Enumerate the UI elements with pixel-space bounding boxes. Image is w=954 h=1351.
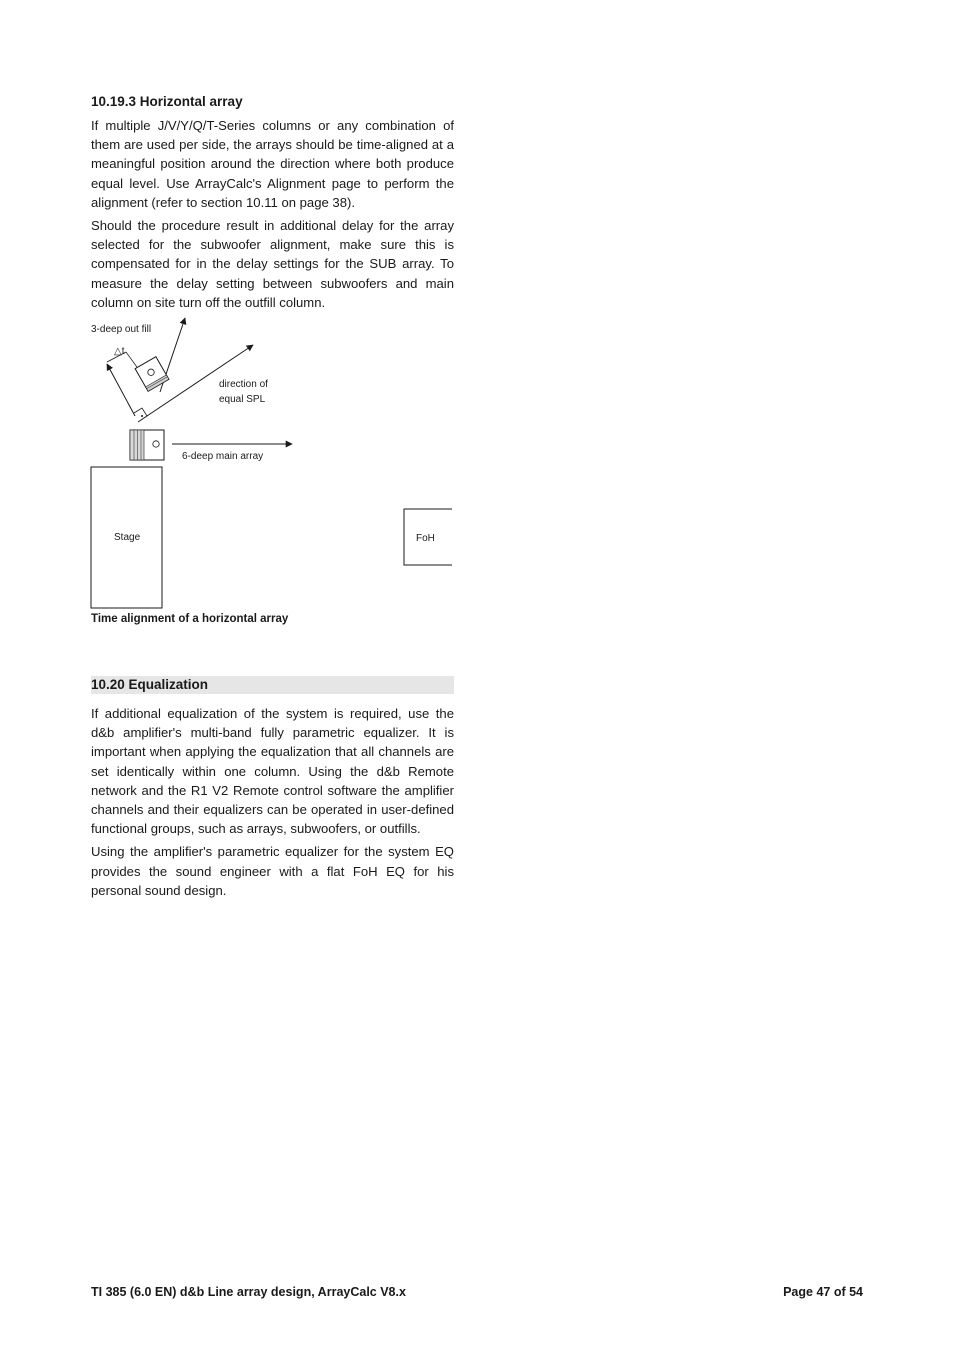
stage-label: Stage: [114, 532, 141, 543]
section-heading: 10.20 Equalization: [91, 676, 454, 694]
paragraph: Should the procedure result in additional delay for the array selected for the subwoofer alignment, make sure this is compensated for in the delay settings for the SUB array. To measure the delay setting between subwoofers and main column on site turn off the outfill column.: [91, 218, 454, 310]
figure-caption: Time alignment of a horizontal array: [91, 613, 289, 625]
section-heading: 10.19.3 Horizontal array: [91, 94, 243, 109]
offset-arrow: [107, 364, 135, 416]
section-equalization: [91, 676, 454, 900]
paragraph: Using the amplifier's parametric equalizer for the system EQ provides the sound engineer with a flat FoH EQ for his personal sound design.: [91, 844, 454, 898]
paragraph: If additional equalization of the system is required, use the d&b amplifier's multi-band fully parametric equalizer. It is important when applying the equalization that all channels are set identically within one column. Using the d&b Remote network and the R1 V2 Remote control software the amplifier channels and their equalizers can be operated in user-defined functional groups, such as arrays, subwoofers, or outfills.: [91, 706, 454, 837]
horizontal-array-diagram: [88, 312, 458, 612]
footer-document-title: TI 385 (6.0 EN) d&b Line array design, ArrayCalc V8.x: [91, 1285, 406, 1299]
paragraph: If multiple J/V/Y/Q/T-Series columns or any combination of them are used per side, the arrays should be time-aligned at a meaningful position around the direction where both produce equal level. Use ArrayCalc's Alignment page to perform the alignment (refer to section 10.11 on page 38).: [91, 118, 454, 210]
section-horizontal-array: [91, 93, 454, 312]
footer-page-number: Page 47 of 54: [783, 1285, 863, 1299]
direction-label-line2: equal SPL: [219, 394, 266, 405]
direction-label-line1: direction of: [219, 379, 268, 390]
right-angle-dot: [141, 415, 143, 417]
delta-t-label: △t: [114, 346, 125, 357]
main-array-label: 6-deep main array: [182, 451, 264, 462]
outfill-label: 3-deep out fill: [91, 324, 152, 335]
outfill-speaker: [135, 357, 169, 392]
right-angle-mark: [134, 408, 147, 416]
foh-label: FoH: [416, 533, 435, 544]
main-array-speaker: [130, 430, 164, 460]
